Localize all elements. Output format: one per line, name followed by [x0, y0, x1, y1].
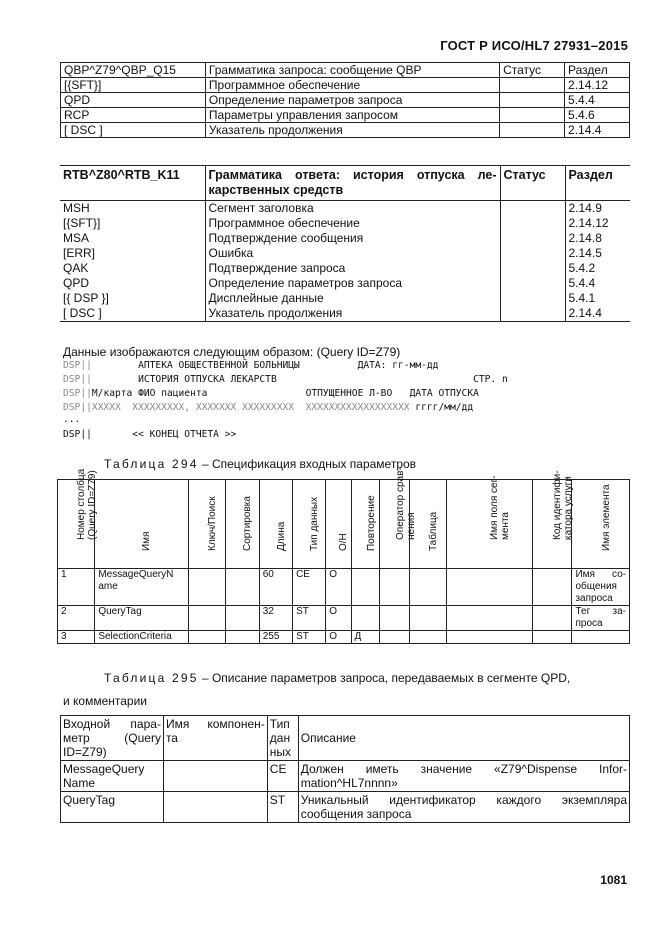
table-header-row	[58, 480, 630, 569]
table-cell: 60	[259, 569, 292, 606]
cell-line: mation^HL7nnnn»	[300, 776, 398, 790]
column-header	[293, 480, 326, 569]
column-header	[446, 475, 532, 569]
table-row	[60, 261, 630, 276]
column-header	[259, 480, 292, 569]
status-cell	[500, 93, 565, 108]
table-cell	[380, 606, 409, 631]
column-header	[326, 480, 351, 569]
display-line: DSP|| << КОНЕЦ ОТЧЕТА >>	[63, 429, 237, 440]
cell-line: запроса	[575, 593, 613, 604]
table-cell: SelectionCriteria	[95, 631, 188, 644]
header-line: Тип	[269, 717, 290, 731]
status-cell	[500, 78, 565, 93]
description-cell: Указатель продолжения	[205, 123, 499, 138]
status-cell	[500, 306, 565, 322]
header-line: Оператор срав-	[394, 467, 406, 540]
table-cell	[446, 569, 532, 606]
header-line: Входной пара-	[63, 717, 161, 731]
section-header: Раздел	[565, 166, 630, 201]
table-cell	[351, 569, 380, 606]
table-row	[60, 276, 630, 291]
table-cell: O	[326, 606, 351, 631]
table-cell	[572, 631, 630, 644]
header-text: Таблица	[427, 511, 439, 551]
description-cell: Указатель продолжения	[205, 306, 500, 322]
segment-cell: [ DSC ]	[63, 306, 102, 320]
table-cell	[532, 631, 572, 644]
table-row	[58, 606, 630, 631]
cell-line: Тег за-	[575, 606, 626, 617]
status-header: Статус	[500, 166, 565, 201]
table-row	[60, 246, 630, 261]
table-cell	[188, 631, 225, 644]
display-line	[63, 401, 473, 415]
column-header	[409, 480, 446, 569]
section-cell: 5.4.1	[565, 291, 630, 306]
display-text: ИСТОРИЯ ОТПУСКА ЛЕКАРСТВ СТР. n	[91, 374, 508, 385]
cell-line: MessageQuery	[63, 762, 145, 776]
input-parameters-table	[57, 467, 630, 644]
header-line: дан	[269, 731, 291, 745]
table-header-row	[60, 166, 630, 201]
header-line: Имя компонен-	[165, 717, 265, 731]
segment-cell: [{SFT}]	[61, 78, 206, 93]
table-cell	[163, 761, 267, 792]
cell-line: Name	[63, 776, 96, 790]
table-cell	[298, 792, 629, 823]
segment-cell: [ DSC ]	[61, 123, 206, 138]
section-cell: 5.4.4	[565, 276, 630, 291]
caption-label: Таблица 295	[104, 671, 199, 685]
header-line: Имя поля сег-	[489, 475, 501, 540]
cell-line: Имя со-	[575, 569, 626, 580]
column-header	[188, 480, 225, 569]
query-parameters-description-table	[60, 715, 630, 823]
header-line: (Query ID=Z79)	[87, 470, 99, 540]
column-header	[61, 716, 164, 761]
header-text: Ключ/Поиск	[206, 496, 218, 551]
description-cell: Ошибка	[205, 246, 500, 261]
display-ellipsis: ...	[63, 414, 81, 425]
status-cell	[500, 123, 565, 138]
section-cell: 2.14.9	[565, 201, 630, 217]
table-row	[61, 63, 630, 78]
response-grammar-table	[60, 165, 630, 322]
status-cell	[500, 201, 565, 217]
description-header-line: карственных средств	[208, 183, 344, 197]
description-cell: Дисплейные данные	[205, 291, 500, 306]
table-cell	[163, 792, 267, 823]
display-prefix: DSP||XXXXX XXXXXXXXX, XXXXXXX XXXXXXXXX XXXXXXXXXXXXXXXXXX	[63, 402, 410, 413]
table-cell	[446, 606, 532, 631]
header-line: Номер столбца	[76, 468, 88, 540]
cell-line: MessageQueryN	[98, 569, 174, 580]
table-cell	[95, 569, 188, 606]
column-header	[95, 480, 188, 569]
status-cell	[500, 216, 565, 231]
display-prefix: DSP||	[63, 360, 92, 371]
description-cell: Параметры управления запросом	[205, 108, 499, 123]
section-cell: 5.4.6	[565, 108, 630, 123]
status-cell	[500, 246, 565, 261]
header-text: Длина	[275, 521, 287, 551]
status-cell: Статус	[500, 63, 565, 78]
display-line	[63, 387, 479, 401]
column-header: Описание	[298, 716, 629, 761]
description-cell: Определение параметров запроса	[205, 276, 500, 291]
table-cell: ST	[267, 792, 298, 823]
cell-line: проса	[575, 618, 603, 629]
display-intro: Данные изображаются следующим образом: (Query ID=Z79)	[63, 345, 401, 359]
header-text: Повторение	[365, 495, 377, 551]
description-cell: Сегмент заголовка	[205, 201, 500, 217]
cell-line: сообщения запроса	[300, 807, 412, 821]
table-row	[61, 792, 630, 823]
table-cell	[409, 606, 446, 631]
header-text: Тип данных	[309, 496, 321, 551]
table-295-caption	[104, 671, 570, 685]
cell-line: Должен иметь значение «Z79^Dispense Infor-	[300, 762, 627, 776]
table-295-caption-cont: и комментарии	[63, 694, 148, 708]
header-text: Имя	[141, 531, 153, 551]
table-cell: ST	[293, 606, 326, 631]
table-row	[61, 123, 630, 138]
table-cell	[532, 606, 572, 631]
table-cell: 3	[58, 631, 95, 644]
table-row	[58, 631, 630, 644]
table-cell	[225, 569, 259, 606]
table-cell	[188, 606, 225, 631]
segment-cell: QBP^Z79^QBP_Q15	[61, 63, 206, 78]
table-cell	[572, 569, 630, 606]
table-cell	[572, 606, 630, 631]
segment-header: RTB^Z80^RTB_K11	[60, 166, 205, 201]
column-header	[532, 470, 575, 569]
table-row	[60, 216, 630, 231]
description-header-line: Грамматика ответа: история отпуска ле-	[208, 168, 497, 182]
header-text: Сортировка	[242, 496, 254, 551]
table-row	[61, 93, 630, 108]
table-cell: QueryTag	[61, 792, 164, 823]
display-line	[63, 373, 508, 387]
column-header	[351, 480, 380, 569]
header-line: катора услуги	[563, 476, 575, 540]
query-grammar-table	[60, 62, 630, 138]
table-cell: QueryTag	[95, 606, 188, 631]
display-line	[63, 359, 438, 373]
table-row	[60, 201, 630, 217]
header-line: Код идентифи-	[552, 470, 564, 540]
table-cell: O	[326, 631, 351, 644]
section-cell: Раздел	[565, 63, 630, 78]
description-cell: Программное обеспечение	[205, 78, 499, 93]
status-cell	[500, 291, 565, 306]
table-cell: CE	[267, 761, 298, 792]
table-cell	[532, 569, 572, 606]
table-row	[58, 569, 630, 606]
column-header	[380, 467, 417, 569]
table-cell: CE	[293, 569, 326, 606]
segment-cell: [{ DSP }]	[63, 291, 109, 305]
segment-cell: QAK	[63, 261, 89, 275]
table-cell: O	[326, 569, 351, 606]
display-prefix: DSP||	[63, 374, 92, 385]
header-line: ID=Z79)	[63, 745, 107, 759]
table-cell: 255	[259, 631, 292, 644]
status-cell	[500, 261, 565, 276]
header-line: ных	[269, 745, 292, 759]
table-row	[61, 78, 630, 93]
status-cell	[500, 276, 565, 291]
description-cell: Определение параметров запроса	[205, 93, 499, 108]
table-row	[60, 306, 630, 322]
segment-cell: MSH	[63, 201, 90, 215]
section-cell: 2.14.12	[565, 78, 630, 93]
segment-cell: QPD	[61, 93, 206, 108]
column-header	[572, 480, 630, 569]
section-cell: 2.14.12	[565, 216, 630, 231]
document-header: ГОСТ Р ИСО/HL7 27931–2015	[440, 38, 628, 53]
header-text	[552, 470, 574, 540]
section-cell: 2.14.4	[565, 123, 630, 138]
cell-line: Уникальный идентификатор каждого экземпляра	[300, 793, 627, 807]
table-cell	[380, 569, 409, 606]
table-cell: 2	[58, 606, 95, 631]
section-cell: 2.14.5	[565, 246, 630, 261]
table-cell	[298, 761, 629, 792]
caption-text: – Спецификация входных параметров	[198, 457, 417, 471]
page-number: 1081	[600, 873, 627, 887]
status-cell	[500, 231, 565, 246]
table-cell: 32	[259, 606, 292, 631]
caption-label: Таблица 294	[104, 457, 199, 471]
header-text: Имя элемента	[600, 484, 612, 551]
display-text: М/карта ФИО пациента ОТПУЩЕННОЕ Л-ВО ДАТА ОТПУСКА	[91, 388, 479, 399]
header-line: метр (Query	[63, 731, 161, 745]
description-header	[205, 166, 500, 201]
table-cell	[188, 569, 225, 606]
description-cell: Программное обеспечение	[205, 216, 500, 231]
column-header	[163, 716, 267, 761]
header-text	[489, 475, 511, 540]
header-line: нения	[405, 512, 417, 540]
header-line: мента	[500, 512, 512, 540]
section-cell: 2.14.4	[565, 306, 630, 322]
section-cell: 5.4.4	[565, 93, 630, 108]
description-cell: Подтверждение сообщения	[205, 231, 500, 246]
caption-text: – Описание параметров запроса, передаваемых в сегменте QPD,	[198, 671, 571, 685]
table-cell: Д	[351, 631, 380, 644]
table-row	[60, 231, 630, 246]
cell-line: общения	[575, 581, 617, 592]
display-text: АПТЕКА ОБЩЕСТВЕННОЙ БОЛЬНИЦЫ ДАТА: гг-мм-дд	[91, 360, 439, 371]
table-cell: ST	[293, 631, 326, 644]
table-cell	[351, 606, 380, 631]
table-294-caption	[104, 457, 416, 471]
section-cell: 2.14.8	[565, 231, 630, 246]
section-cell: 5.4.2	[565, 261, 630, 276]
table-cell	[409, 569, 446, 606]
display-text: гггг/мм/дд	[409, 402, 474, 413]
status-cell	[500, 108, 565, 123]
table-row	[60, 291, 630, 306]
cell-line: ame	[98, 581, 118, 592]
table-cell: 1	[58, 569, 95, 606]
table-header-row	[61, 716, 630, 761]
column-header	[267, 716, 298, 761]
table-row	[61, 108, 630, 123]
segment-cell: [ERR]	[63, 246, 96, 260]
table-cell	[409, 631, 446, 644]
segment-cell: [{SFT}]	[63, 216, 101, 230]
table-cell	[380, 631, 409, 644]
segment-cell: MSA	[63, 231, 90, 245]
table-row	[61, 761, 630, 792]
segment-cell: QPD	[63, 276, 90, 290]
table-cell	[446, 631, 532, 644]
table-cell	[225, 606, 259, 631]
header-text: О/Н	[338, 533, 350, 551]
segment-cell: RCP	[61, 108, 206, 123]
table-cell	[61, 761, 164, 792]
column-header	[225, 480, 259, 569]
table-cell	[225, 631, 259, 644]
description-cell: Подтверждение запроса	[205, 261, 500, 276]
column-header	[58, 468, 99, 569]
header-line: та	[165, 731, 178, 745]
display-prefix: DSP||	[63, 388, 92, 399]
description-cell: Грамматика запроса: сообщение QBP	[205, 63, 499, 78]
